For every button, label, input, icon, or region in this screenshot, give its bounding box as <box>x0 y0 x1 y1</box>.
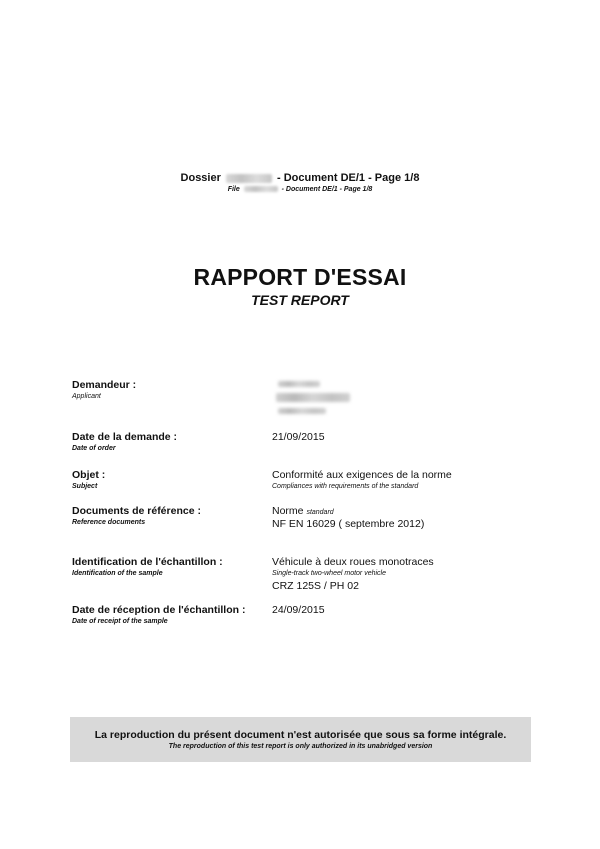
receipt-date-label: Date de réception de l'échantillon : <box>72 604 246 616</box>
applicant-label: Demandeur : <box>72 379 137 391</box>
sample-id-label-en: Identification of the sample <box>72 570 163 577</box>
reproduction-notice-en: The reproduction of this test report is only authorized in its unabridged version <box>168 743 433 750</box>
reference-docs-word-en: standard <box>306 509 334 516</box>
redacted-file-number-en <box>244 186 278 192</box>
order-date-label-en: Date of order <box>72 445 116 452</box>
header-file-suffix: - Document DE/1 - Page 1/8 <box>281 186 373 193</box>
subject-label-en: Subject <box>72 483 98 490</box>
header-dossier-suffix: - Document DE/1 - Page 1/8 <box>277 172 420 184</box>
receipt-date-value: 24/09/2015 <box>272 604 325 616</box>
order-date-value: 21/09/2015 <box>272 431 325 443</box>
sample-id-value-en: Single-track two-wheel motor vehicle <box>272 570 386 577</box>
sample-id-label: Identification de l'échantillon : <box>72 556 223 568</box>
reference-docs-value <box>272 505 334 517</box>
redacted-file-number <box>226 174 272 183</box>
reference-docs-standard: NF EN 16029 ( septembre 2012) <box>272 518 425 530</box>
sample-id-value: Véhicule à deux roues monotraces <box>272 556 434 568</box>
subject-value-en: Compliances with requirements of the standard <box>272 483 419 490</box>
header-file-prefix: File <box>227 186 240 193</box>
subject-label: Objet : <box>72 469 106 481</box>
order-date-label: Date de la demande : <box>72 431 178 443</box>
reference-docs-word: Norme <box>272 505 304 517</box>
redacted-applicant-address <box>276 393 350 402</box>
receipt-date-label-en: Date of receipt of the sample <box>72 618 168 625</box>
page-title: RAPPORT D'ESSAI <box>193 264 407 290</box>
redacted-applicant-city <box>278 408 326 414</box>
header-file-line <box>0 186 600 193</box>
header-dossier-line <box>0 172 600 184</box>
reference-docs-label-en: Reference documents <box>72 519 146 526</box>
reference-docs-label: Documents de référence : <box>72 505 201 517</box>
redacted-applicant-name <box>278 381 320 387</box>
sample-model-value: CRZ 125S / PH 02 <box>272 580 359 592</box>
applicant-label-en: Applicant <box>72 393 101 400</box>
header-dossier-prefix: Dossier <box>180 172 221 184</box>
subject-value: Conformité aux exigences de la norme <box>272 469 452 481</box>
page-subtitle: TEST REPORT <box>251 292 349 308</box>
reproduction-notice-fr: La reproduction du présent document n'est autorisée que sous sa forme intégrale. <box>94 729 507 741</box>
